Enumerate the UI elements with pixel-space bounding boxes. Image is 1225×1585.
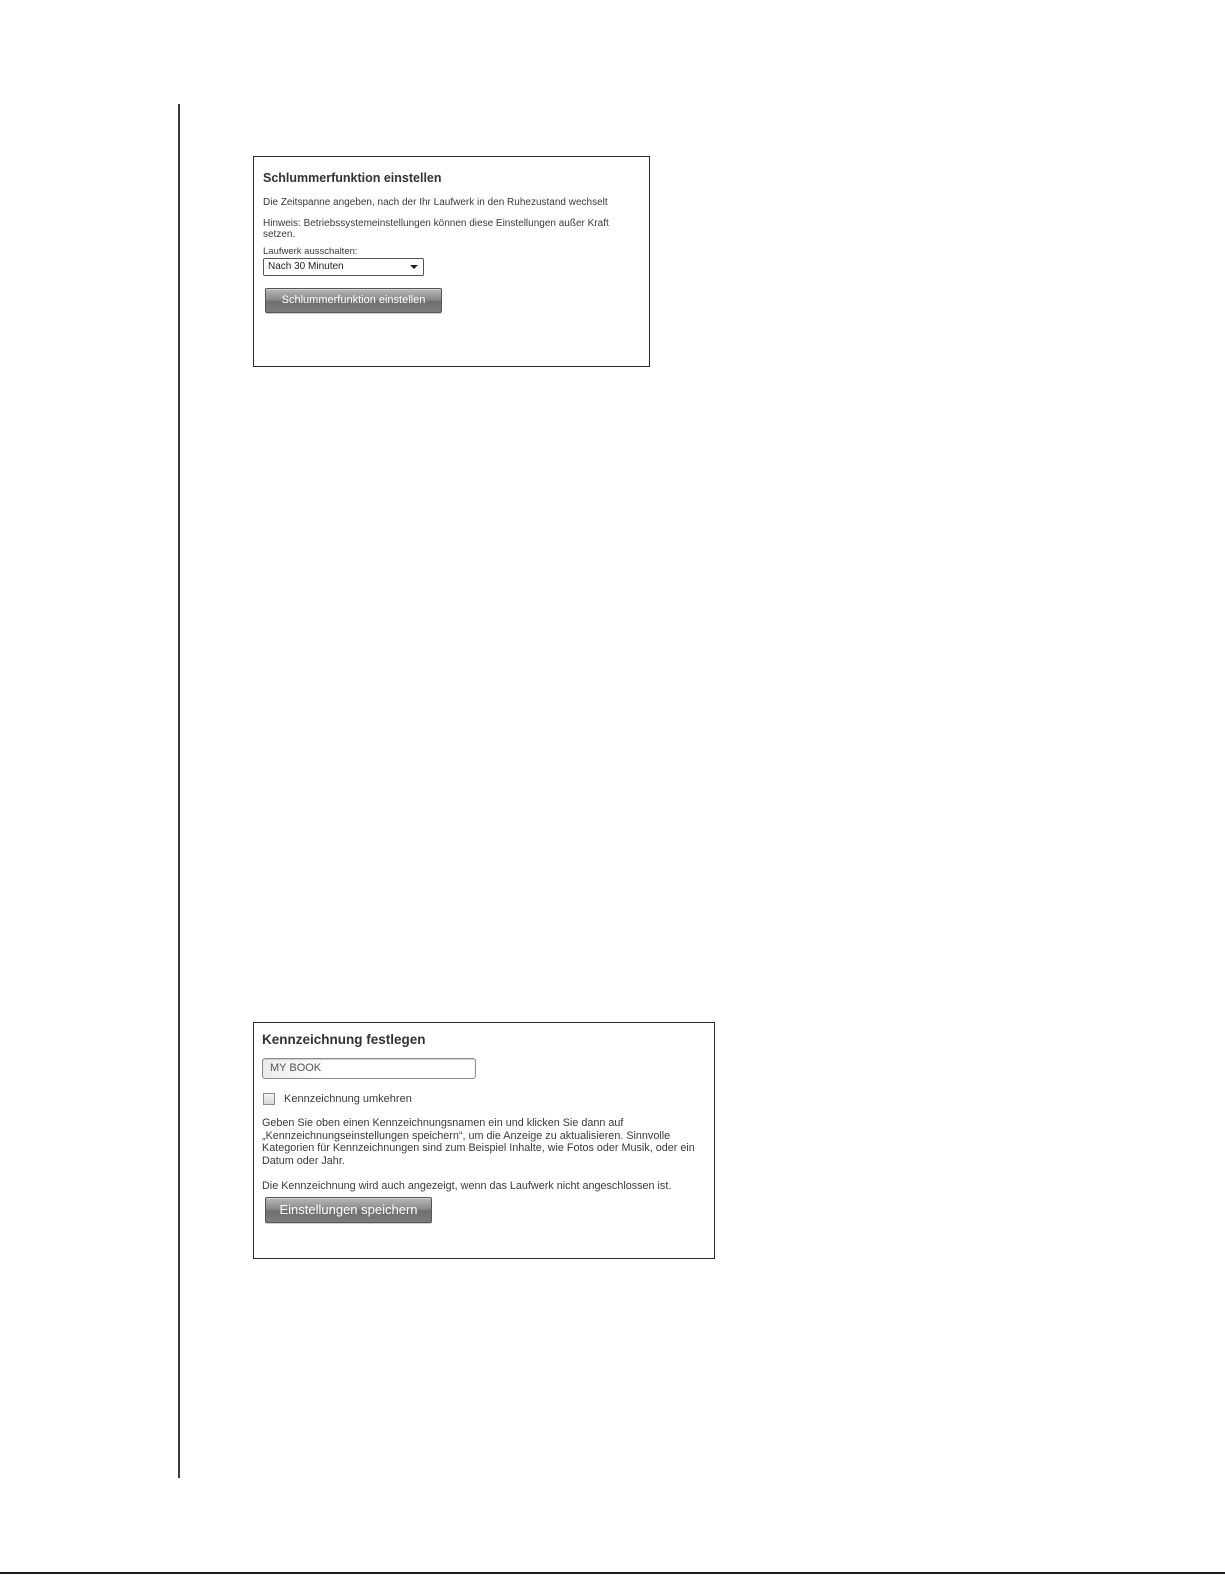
invert-label-checkbox[interactable] xyxy=(263,1093,275,1105)
save-settings-button[interactable]: Einstellungen speichern xyxy=(265,1197,432,1223)
label-note: Die Kennzeichnung wird auch angezeigt, wenn das Laufwerk nicht angeschlossen ist. xyxy=(262,1180,672,1192)
invert-label-row[interactable] xyxy=(262,1093,706,1105)
invert-label-text: Kennzeichnung umkehren xyxy=(284,1093,412,1105)
label-description: Geben Sie oben einen Kennzeichnungsnamen ein und klicken Sie dann auf „Kennzeichnungseinstellungen speichern“, um die Anzeige zu aktualisieren. Sinnvolle Kategorien für Kennzeichnungen sind zum Beispiel Inhalte, wie Fotos oder Musik, oder ein Datum oder Jahr. xyxy=(262,1117,695,1167)
sleep-settings-panel xyxy=(253,156,650,367)
label-panel-title: Kennzeichnung festlegen xyxy=(262,1032,426,1047)
label-name-input[interactable]: MY BOOK xyxy=(262,1058,476,1079)
sleep-timer-select[interactable] xyxy=(263,258,424,276)
sleep-panel-title: Schlummerfunktion einstellen xyxy=(263,171,442,185)
page-footer-rule xyxy=(0,1572,1225,1574)
drive-off-label: Laufwerk ausschalten: xyxy=(263,246,358,257)
page-margin-rule xyxy=(178,104,180,1478)
set-sleep-button[interactable]: Schlummerfunktion einstellen xyxy=(265,288,442,313)
label-settings-panel xyxy=(253,1022,715,1259)
chevron-down-icon xyxy=(410,265,418,269)
sleep-note: Hinweis: Betriebssystemeinstellungen können diese Einstellungen außer Kraft setzen. xyxy=(263,218,609,240)
sleep-description: Die Zeitspanne angeben, nach der Ihr Laufwerk in den Ruhezustand wechselt xyxy=(263,197,608,208)
sleep-timer-value: Nach 30 Minuten xyxy=(268,261,344,272)
